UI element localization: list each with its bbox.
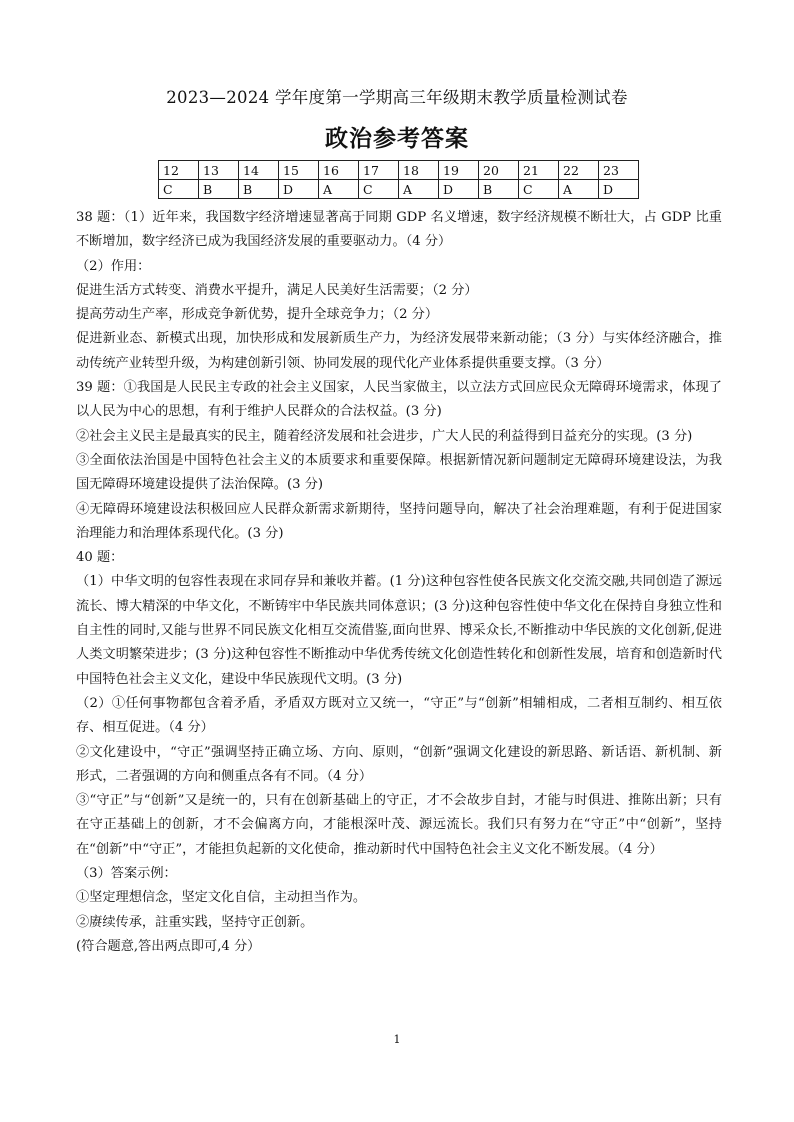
question-number-cell: 18	[399, 161, 439, 180]
answer-body	[76, 206, 722, 959]
q40-heading: 40 题：	[76, 550, 124, 566]
answer-letter-cell: C	[159, 180, 199, 199]
question-number-cell: 12	[159, 161, 199, 180]
question-number-cell: 15	[279, 161, 319, 180]
answer-letter-cell: C	[359, 180, 399, 199]
answer-letter-cell: B	[479, 180, 519, 199]
q40-part2-point-3: ③“守正”与“创新”又是统一的，只有在创新基础上的守正，才不会故步自封，才能与时俱进、推陈出新；只有在守正基础上的创新，才不会偏离方向，才能根深叶茂、源远流长。我们只有努力在“守正”中“创新”，坚持在“创新”中“守正”，才能担负起新的文化使命，推动新时代中国特色社会主义文化不断发展。（4 分）	[76, 793, 722, 857]
question-number-cell: 21	[519, 161, 559, 180]
answer-letter-cell: C	[519, 180, 559, 199]
answer-letter-row	[159, 180, 639, 199]
question-number-cell: 13	[199, 161, 239, 180]
answer-letter-cell: A	[319, 180, 359, 199]
subject-title: 政治参考答案	[325, 125, 469, 152]
question-number-cell: 17	[359, 161, 399, 180]
q38-part2-point-3: 促进新业态、新模式出现，加快形成和发展新质生产力，为经济发展带来新动能；（3 分）与实体经济融合，推动传统产业转型升级，为构建创新引领、协同发展的现代化产业体系提供重要支撑。（3 分）	[76, 331, 722, 371]
q38-part2-heading: （2）作用：	[76, 258, 151, 274]
q40-part1-answer: （1）中华文明的包容性表现在求同存异和兼收并蓄。(1 分)这种包容性使各民族文化交流交融,共同创造了源远流长、博大精深的中华文化，不断铸牢中华民族共同体意识；(3 分)这种包容性使中华文化在保持自身独立性和自主性的同时,又能与世界不同民族文化相互交流借鉴,面向世界、博采众长,不断推动中华民族的文化创新,促进人类文明繁荣进步；(3 分)这种包容性不断推动中华优秀传统文化创造性转化和创新性发展，培育和创造新时代中国特色社会主义文化，建设中华民族现代文明。(3 分)	[76, 574, 722, 687]
answer-letter-cell: D	[439, 180, 479, 199]
question-number-cell: 16	[319, 161, 359, 180]
question-number-cell: 14	[239, 161, 279, 180]
question-number-cell: 19	[439, 161, 479, 180]
q38-part2-point-2: 提高劳动生产率，形成竞争新优势，提升全球竞争力；（2 分）	[76, 307, 439, 323]
q40-part2-point-1: （2）①任何事物都包含着矛盾，矛盾双方既对立又统一，“守正”与“创新”相辅相成，二者相互制约、相互依存、相互促进。（4 分）	[76, 695, 722, 736]
q40-part3-heading: （3）答案示例：	[76, 866, 177, 882]
q39-point-2: ②社会主义民主是最真实的民主，随着经济发展和社会进步，广大人民的利益得到日益充分的实现。(3 分)	[76, 428, 693, 444]
answer-letter-cell: A	[399, 180, 439, 199]
answer-key-table	[158, 160, 639, 199]
page-number: 1	[393, 1033, 401, 1046]
q40-part3-point-2: ②赓续传承，註重实践，坚持守正创新。	[76, 914, 314, 930]
answer-letter-cell: A	[559, 180, 599, 199]
exam-title: 2023—2024 学年度第一学期高三年级期末教学质量检测试卷	[166, 88, 628, 107]
q38-part1-answer: 38 题：（1）近年来，我国数字经济增速显著高于同期 GDP 名义增速，数字经济规模不断壮大，占 GDP 比重不断增加，数字经济已成为我国经济发展的重要驱动力。（4 分）	[76, 210, 722, 250]
question-number-cell: 22	[559, 161, 599, 180]
question-number-row	[159, 161, 639, 180]
q39-point-3: ③全面依法治国是中国特色社会主义的本质要求和重要保障。根据新情况新问题制定无障碍环境建设法，为我国无障碍环境建设提供了法治保障。(3 分)	[76, 452, 722, 493]
q39-point-4: ④无障碍环境建设法积极回应人民群众新需求新期待，坚持问题导向，解决了社会治理难题，有利于促进国家治理能力和治理体系现代化。(3 分)	[76, 501, 722, 541]
question-number-cell: 23	[599, 161, 639, 180]
question-number-cell: 20	[479, 161, 519, 180]
answer-letter-cell: D	[279, 180, 319, 199]
answer-letter-cell: B	[239, 180, 279, 199]
q38-part2-point-1: 促进生活方式转变、消费水平提升，满足人民美好生活需要；（2 分）	[76, 282, 478, 298]
answer-letter-cell: D	[599, 180, 639, 199]
q39-point-1: 39 题：①我国是人民民主专政的社会主义国家，人民当家做主，以立法方式回应民众无障碍环境需求，体现了以人民为中心的思想，有利于维护人民群众的合法权益。(3 分)	[76, 380, 722, 420]
q40-part2-point-2: ②文化建设中，“守正”强调坚持正确立场、方向、原则，“创新”强调文化建设的新思路、新话语、新机制、新形式，二者强调的方向和侧重点各有不同。（4 分）	[76, 744, 722, 784]
answer-letter-cell: B	[199, 180, 239, 199]
q40-part3-note: (符合题意,答出两点即可,4 分）	[76, 938, 261, 954]
q40-part3-point-1: ①坚定理想信念，坚定文化自信，主动担当作为。	[76, 890, 367, 906]
